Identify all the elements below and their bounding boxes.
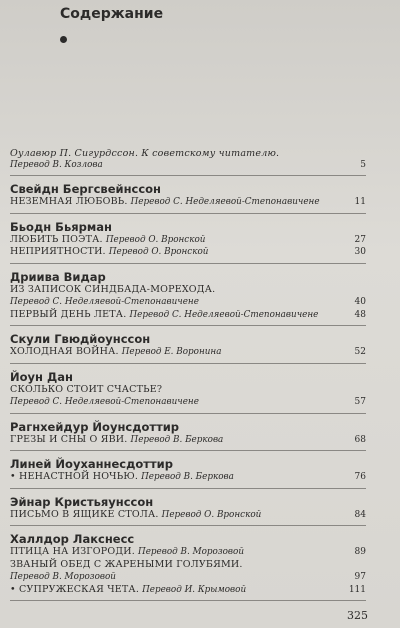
divider <box>10 525 366 526</box>
author-section <box>10 457 366 489</box>
divider <box>10 263 366 264</box>
work-title: ЗВАНЫЙ ОБЕД С ЖАРЕНЫМИ ГОЛУБЯМИ. <box>10 558 243 570</box>
work-translator: Перевод С. Неделяевой-Степонавичене <box>129 309 319 320</box>
author-section <box>10 332 366 364</box>
divider <box>10 325 366 326</box>
work-page: 89 <box>354 547 366 557</box>
work-row <box>10 296 366 309</box>
work-translator: Перевод И. Крымовой <box>142 584 247 595</box>
work-title: НЕЗЕМНАЯ ЛЮБОВЬ. <box>10 196 128 207</box>
work-translator: Перевод В. Беркова <box>141 472 234 482</box>
work-row <box>10 396 366 409</box>
work-translator: Перевод В. Беркова <box>130 434 224 445</box>
work-row <box>10 309 366 322</box>
author-name: Рагнхейдур Йоунсдоттир <box>10 419 180 434</box>
work-page: 97 <box>354 572 366 582</box>
intro-text: Оулавюр П. Сигурдссон. К советскому читателю. <box>10 148 280 159</box>
author-section <box>10 182 366 214</box>
author-name: Скули Гвюдйоунссон <box>10 332 151 346</box>
author-name: Линей Йоуханнесдоттир <box>10 457 173 471</box>
work-page: 84 <box>354 509 366 520</box>
work-page: 30 <box>354 247 366 257</box>
author-name: Эйнар Кристьяунссон <box>10 494 154 509</box>
work-title: ПЕРВЫЙ ДЕНЬ ЛЕТА. <box>10 308 127 320</box>
work-row <box>10 346 366 359</box>
page-number: 325 <box>347 609 368 622</box>
work-row <box>10 509 366 522</box>
intro-entry <box>10 148 366 176</box>
work-translator: Перевод О. Вронской <box>108 247 209 257</box>
work-page: 11 <box>354 197 366 207</box>
work-title: ЛЮБИТЬ ПОЭТА. <box>10 233 103 245</box>
work-title: ИЗ ЗАПИСОК СИНДБАДА-МОРЕХОДА. <box>10 283 216 295</box>
author-name: Бьодн Бьярман <box>10 219 112 234</box>
author-section <box>10 270 366 327</box>
work-row <box>10 284 366 297</box>
author-section <box>10 420 366 452</box>
author-name: Йоун Дан <box>10 369 73 384</box>
work-row <box>10 234 366 247</box>
work-row <box>10 196 366 209</box>
author-section <box>10 220 366 264</box>
author-section <box>10 370 366 414</box>
divider <box>10 363 366 364</box>
work-title: • СУПРУЖЕСКАЯ ЧЕТА. <box>10 583 140 595</box>
work-page: 76 <box>354 472 366 482</box>
work-translator: Перевод В. Морозовой <box>138 547 244 557</box>
work-page: 48 <box>354 309 366 320</box>
work-translator: Перевод О. Вронской <box>161 509 262 520</box>
work-row <box>10 246 366 259</box>
work-title: ХОЛОДНАЯ ВОЙНА. <box>10 346 119 357</box>
work-row <box>10 584 366 597</box>
contents-list <box>10 148 366 601</box>
work-title: ГРЕЗЫ И СНЫ О ЯВИ. <box>10 433 128 445</box>
work-row <box>10 471 366 484</box>
work-translator: Перевод С. Неделяевой-Степонавичене <box>130 197 320 207</box>
sections-container <box>10 182 366 601</box>
divider <box>10 413 366 414</box>
divider <box>10 175 366 176</box>
divider <box>10 213 366 214</box>
work-title: СКОЛЬКО СТОИТ СЧАСТЬЕ? <box>10 383 163 395</box>
work-translator: Перевод О. Вронской <box>105 234 206 245</box>
work-title: • НЕНАСТНОЙ НОЧЬЮ. <box>10 471 139 482</box>
work-row <box>10 571 366 584</box>
work-page: 111 <box>348 584 366 595</box>
author-name: Дриива Видар <box>10 269 106 284</box>
bullet-mark <box>60 36 67 43</box>
work-page: 57 <box>354 397 366 407</box>
work-page: 68 <box>354 434 366 445</box>
intro-page: 5 <box>360 159 366 170</box>
work-translator: Перевод Е. Воронина <box>121 347 222 357</box>
author-section <box>10 532 366 601</box>
page-title: Содержание <box>60 6 164 22</box>
work-row <box>10 559 366 572</box>
work-page: 52 <box>354 347 366 357</box>
divider <box>10 450 366 451</box>
work-translator: Перевод С. Неделяевой-Степонавичене <box>10 297 199 307</box>
work-row <box>10 434 366 447</box>
work-page: 27 <box>354 234 366 245</box>
work-title: НЕПРИЯТНОСТИ. <box>10 246 106 257</box>
work-title: ПТИЦА НА ИЗГОРОДИ. <box>10 546 135 557</box>
work-title: ПИСЬМО В ЯЩИКЕ СТОЛА. <box>10 508 159 520</box>
divider <box>10 600 366 601</box>
work-row <box>10 384 366 397</box>
author-section <box>10 495 366 527</box>
author-name: Халлдор Лакснесс <box>10 532 135 546</box>
work-row <box>10 546 366 559</box>
work-page: 40 <box>354 297 366 307</box>
intro-translator: Перевод В. Козлова <box>10 159 103 170</box>
author-name: Свейдн Бергсвейнссон <box>10 182 161 196</box>
work-translator: Перевод В. Морозовой <box>10 572 116 582</box>
work-translator: Перевод С. Неделяевой-Степонавичене <box>10 397 199 407</box>
divider <box>10 488 366 489</box>
